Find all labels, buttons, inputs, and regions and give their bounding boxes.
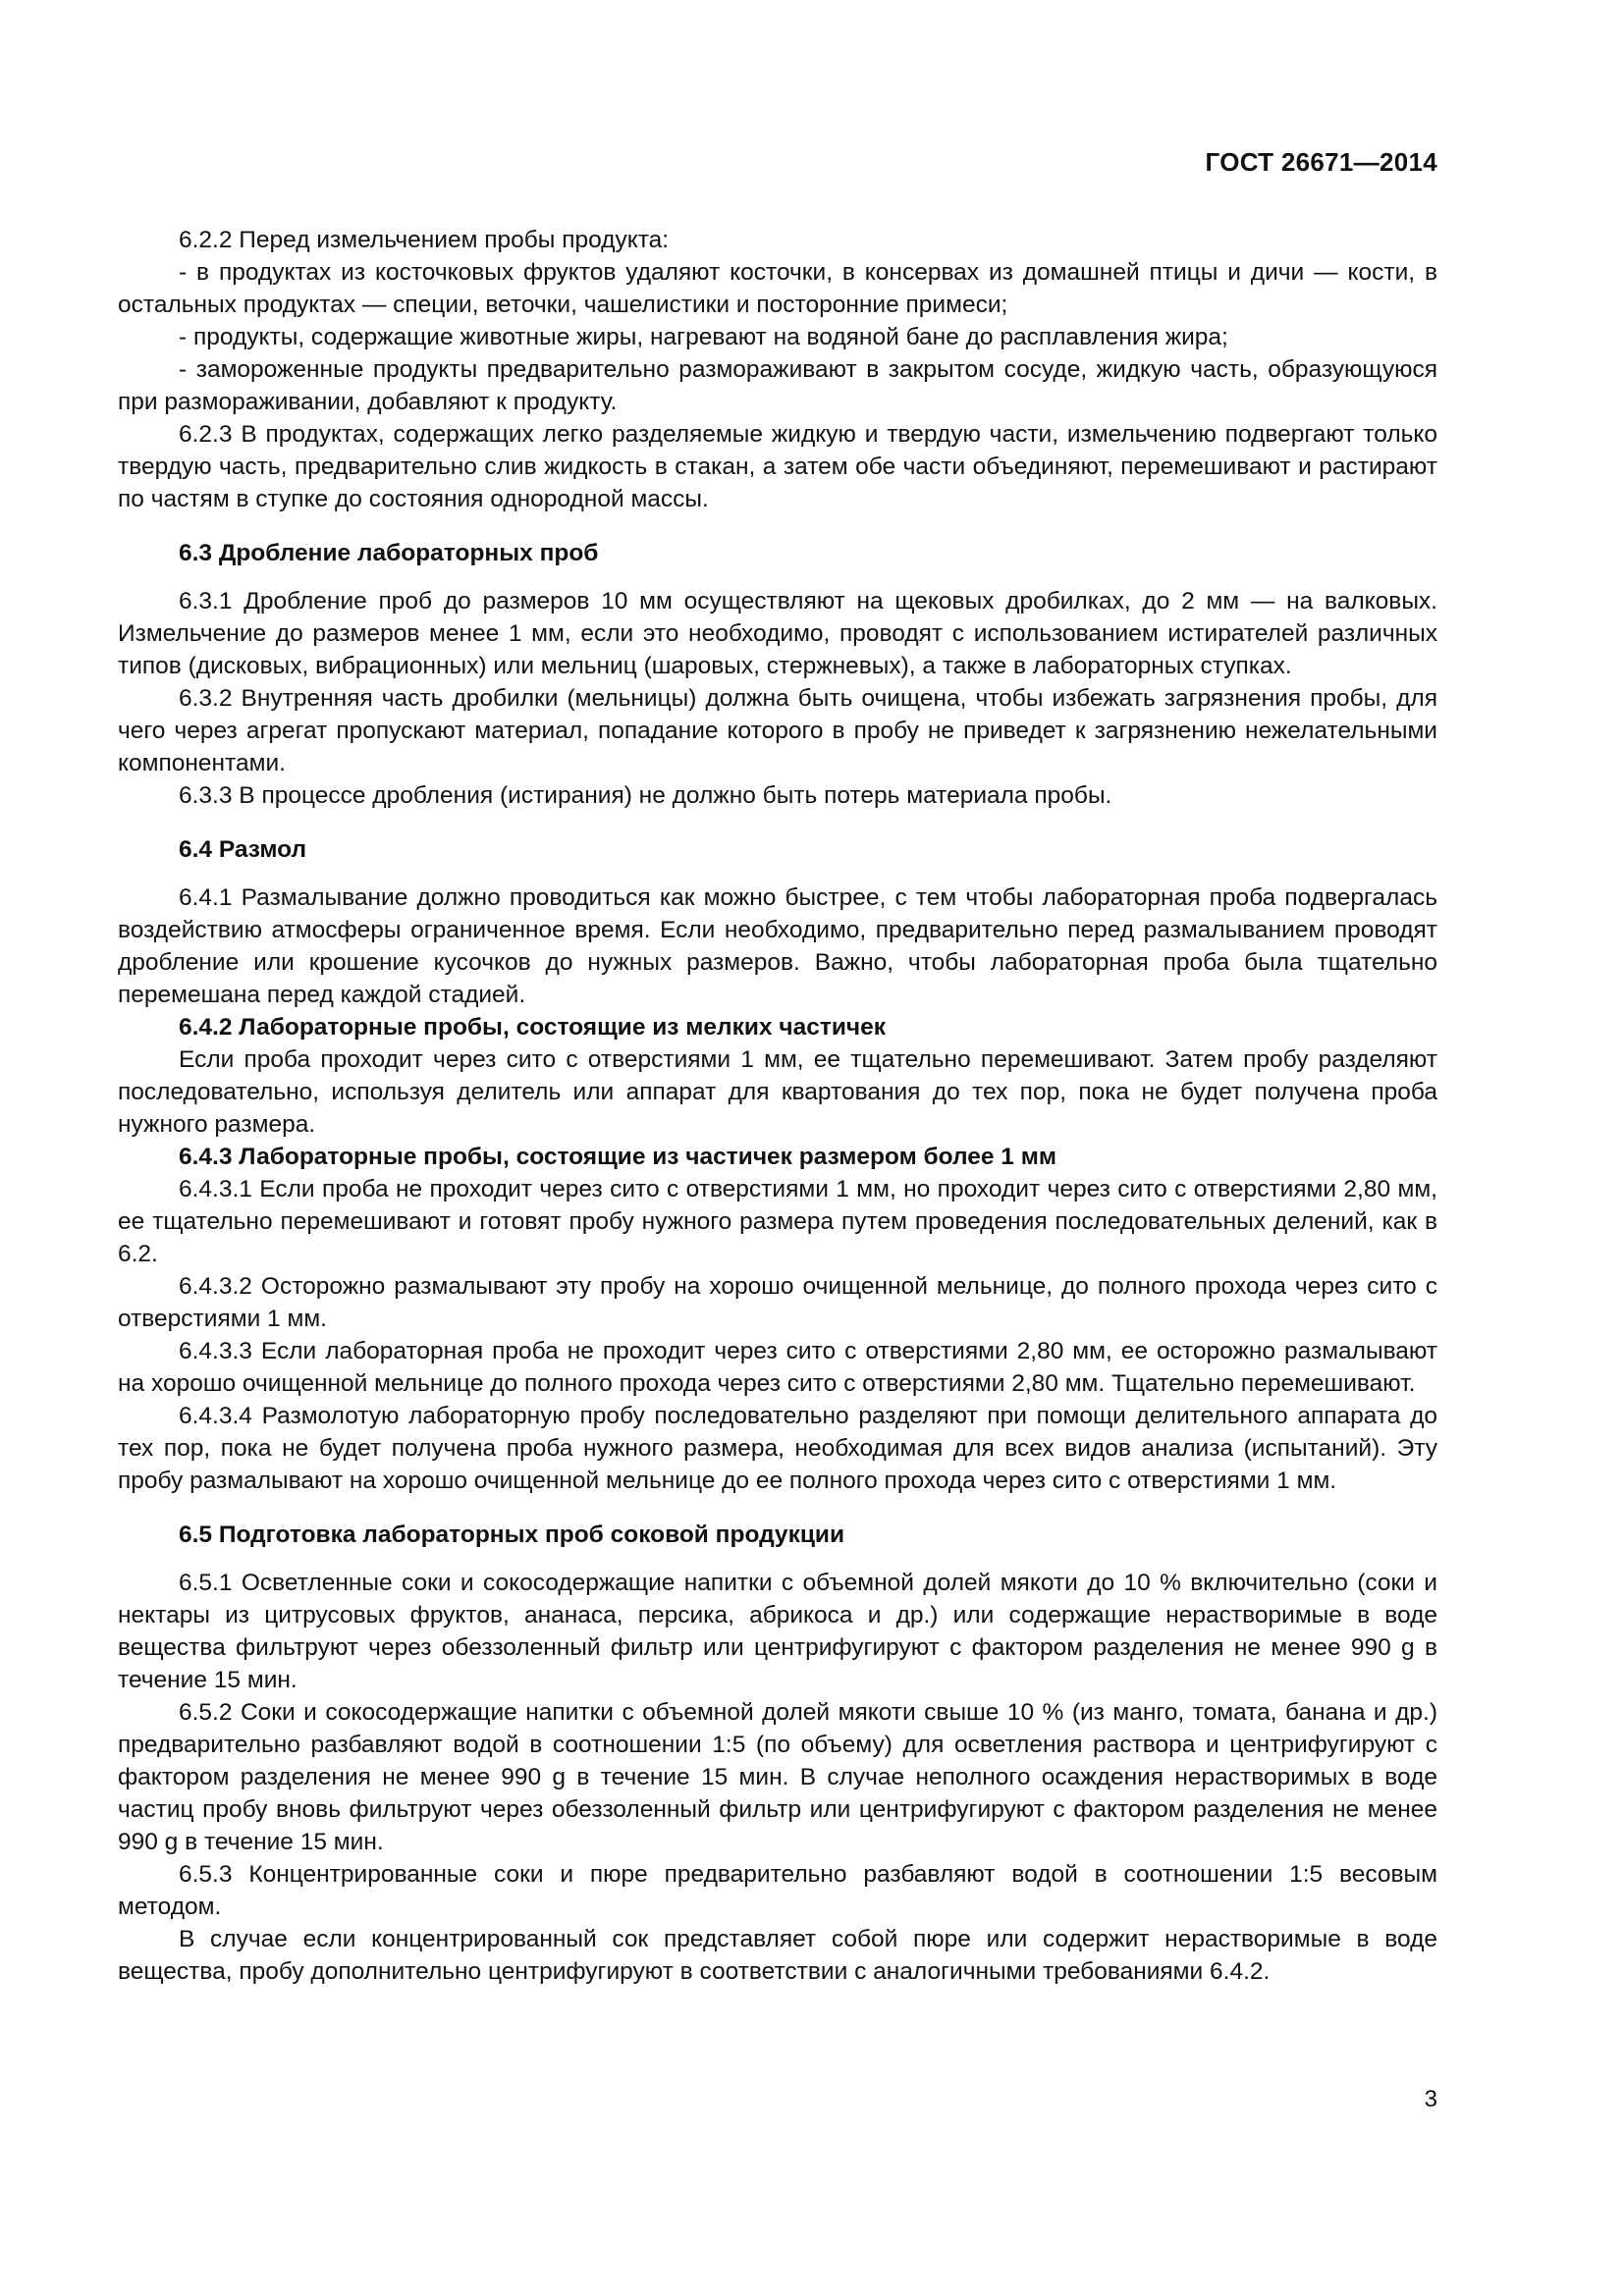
paragraph-6-2-2-item-a: - в продуктах из косточковых фруктов удаляют косточки, в консервах из домашней птицы и дичи — кости, в остальных продуктах — специи, веточки, чашелистики и посторонние примеси; (118, 259, 1437, 318)
heading-6-4: 6.4 Размол (179, 836, 307, 863)
paragraph-6-2-2-item-b: - продукты, содержащие животные жиры, нагревают на водяной бане до расплавления жира; (179, 324, 1228, 350)
page-number: 3 (1424, 2086, 1437, 2112)
paragraph-6-3-1: 6.3.1 Дробление проб до размеров 10 мм осуществляют на щековых дробилках, до 2 мм — на валковых. Измельчение до размеров менее 1 мм, если это необходимо, проводят с использованием истирателей различных типов (дисковых, вибрационных) или мельниц (шаровых, стержневых), а также в лабораторных ступках. (118, 588, 1437, 679)
heading-6-4-2: 6.4.2 Лабораторные пробы, состоящие из мелких частичек (179, 1014, 887, 1041)
paragraph-6-4-1: 6.4.1 Размалывание должно проводиться как можно быстрее, с тем чтобы лабораторная проба подвергалась воздействию атмосферы ограниченное время. Если необходимо, предварительно перед размалыванием проводят дробление или крошение кусочков до нужных размеров. Важно, чтобы лабораторная проба была тщательно перемешана перед каждой стадией. (118, 884, 1437, 1008)
paragraph-6-4-3-4: 6.4.3.4 Размолотую лабораторную пробу последовательно разделяют при помощи делительного аппарата до тех пор, пока не будет получена проба нужного размера, необходимая для всех видов анализа (испытаний). Эту пробу размалывают на хорошо очищенной мельнице до ее полного прохода через сито с отверстиями 1 мм. (118, 1403, 1437, 1494)
paragraph-6-5-2: 6.5.2 Соки и сокосодержащие напитки с объемной долей мякоти свыше 10 % (из манго, томата, банана и др.) предварительно разбавляют водой в соотношении 1:5 (по объему) для осветления раствора и центрифугируют с фактором разделения не менее 990 g в течение 15 мин. В случае неполного осаждения нерастворимых в воде частиц пробу вновь фильтруют через обеззоленный фильтр или центрифугируют с фактором разделения не менее 990 g в течение 15 мин. (118, 1699, 1437, 1855)
heading-6-3: 6.3 Дробление лабораторных проб (179, 540, 599, 566)
paragraph-6-3-2: 6.3.2 Внутренняя часть дробилки (мельницы) должна быть очищена, чтобы избежать загрязнения пробы, для чего через агрегат пропускают материал, попадание которого в пробу не приведет к загрязнению нежелательными компонентами. (118, 685, 1437, 776)
document-code: ГОСТ 26671—2014 (1205, 147, 1437, 177)
paragraph-6-2-3: 6.2.3 В продуктах, содержащих легко разделяемые жидкую и твердую части, измельчению подвергают только твердую часть, предварительно слив жидкость в стакан, а затем обе части объединяют, перемешивают и растирают по частям в ступке до состояния однородной массы. (118, 421, 1437, 512)
paragraph-6-4-3-3: 6.4.3.3 Если лабораторная проба не проходит через сито с отверстиями 2,80 мм, ее осторожно размалывают на хорошо очищенной мельнице до полного прохода через сито с отверстиями 2,80 мм. Тщательно перемешивают. (118, 1338, 1437, 1397)
paragraph-6-5-1: 6.5.1 Осветленные соки и сокосодержащие напитки с объемной долей мякоти до 10 % включительно (соки и нектары из цитрусовых фруктов, ананаса, персика, абрикоса и др.) или содержащие нерастворимые в воде вещества фильтруют через обеззоленный фильтр или центрифугируют с фактором разделения не менее 990 g в течение 15 мин. (118, 1570, 1437, 1693)
heading-6-4-3: 6.4.3 Лабораторные пробы, состоящие из частичек размером более 1 мм (179, 1144, 1056, 1170)
paragraph-6-4-3-1: 6.4.3.1 Если проба не проходит через сито с отверстиями 1 мм, но проходит через сито с отверстиями 2,80 мм, ее тщательно перемешивают и готовят пробу нужного размера путем проведения последовательных делений, как в 6.2. (118, 1176, 1437, 1267)
document-body (118, 224, 1437, 1988)
paragraph-6-5-3-note: В случае если концентрированный сок представляет собой пюре или содержит нерастворимые в воде вещества, пробу дополнительно центрифугируют в соответствии с аналогичными требованиями 6.4.2. (118, 1926, 1437, 1985)
paragraph-6-3-3: 6.3.3 В процессе дробления (истирания) не должно быть потерь материала пробы. (179, 782, 1112, 809)
paragraph-6-4-3-2: 6.4.3.2 Осторожно размалывают эту пробу на хорошо очищенной мельнице, до полного прохода через сито с отверстиями 1 мм. (118, 1273, 1437, 1332)
paragraph-6-4-2: Если проба проходит через сито с отверстиями 1 мм, ее тщательно перемешивают. Затем пробу разделяют последовательно, используя делитель или аппарат для квартования до тех пор, пока не будет получена проба нужного размера. (118, 1046, 1437, 1138)
paragraph-6-2-2-item-c: - замороженные продукты предварительно размораживают в закрытом сосуде, жидкую часть, образующуюся при размораживании, добавляют к продукту. (118, 356, 1437, 415)
heading-6-5: 6.5 Подготовка лабораторных проб соковой продукции (179, 1522, 845, 1548)
paragraph-6-5-3: 6.5.3 Концентрированные соки и пюре предварительно разбавляют водой в соотношении 1:5 весовым методом. (118, 1861, 1437, 1920)
paragraph-6-2-2: 6.2.2 Перед измельчением пробы продукта: (179, 227, 670, 253)
